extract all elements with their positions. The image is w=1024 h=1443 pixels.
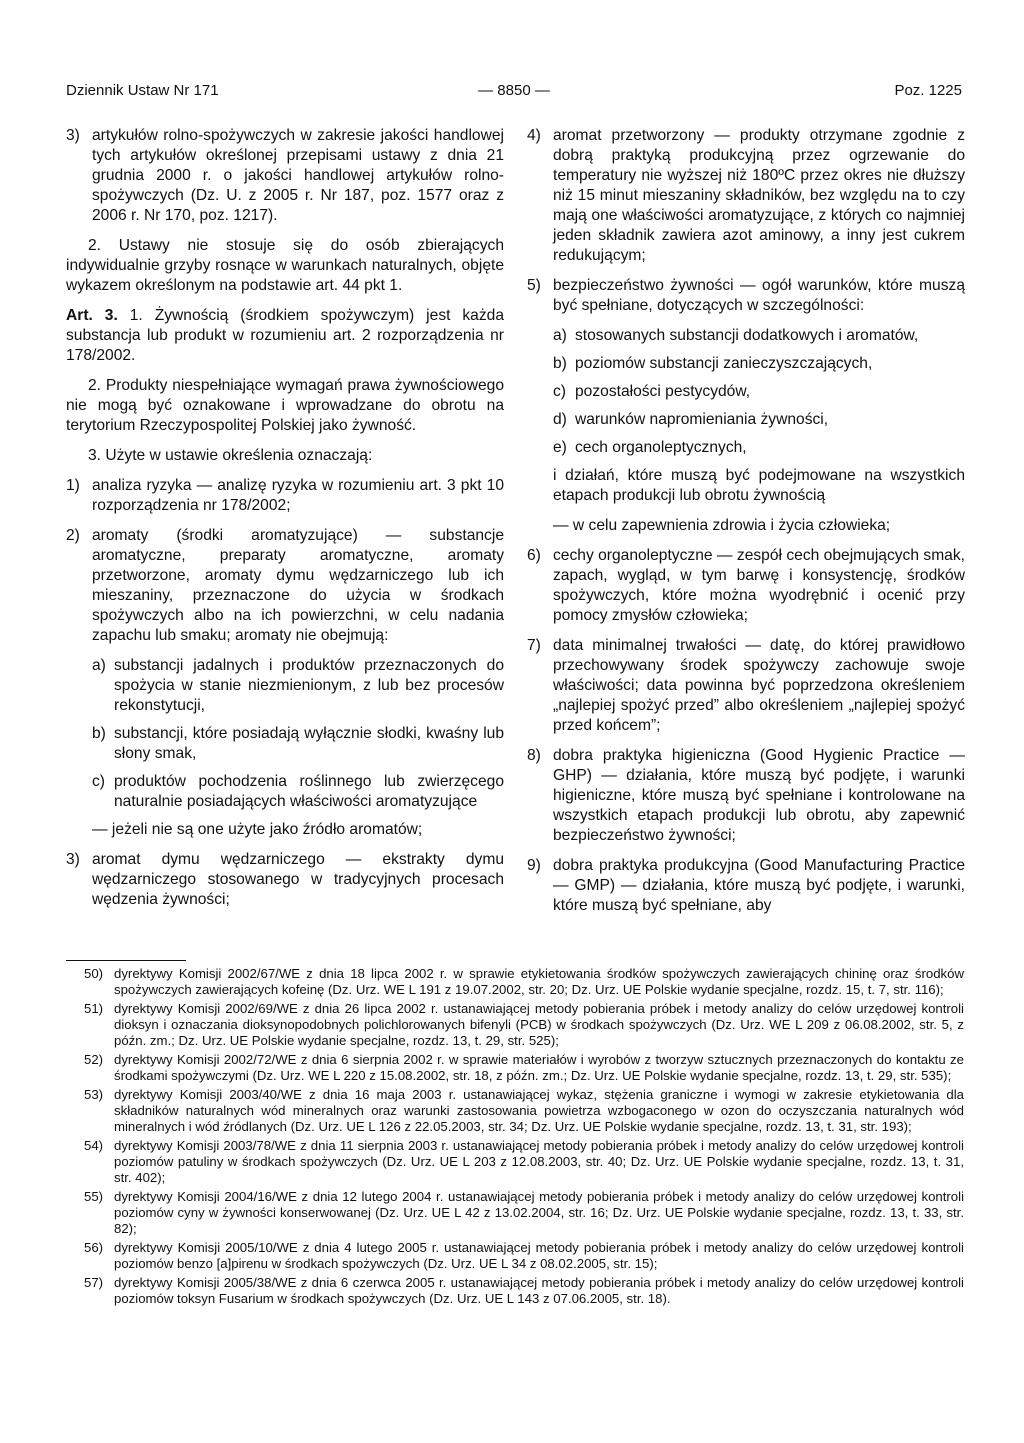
paragraph: 2. Ustawy nie stosuje się do osób zbierających indywidualnie grzyby rosnące w warunkach naturalnych, objęte wykazem określonym na podstawie art. 44 pkt 1. [66, 237, 504, 294]
list-item [527, 546, 965, 626]
sub-item-letter: d) [553, 411, 567, 428]
sub-item-text: produktów pochodzenia roślinnego lub zwierzęcego naturalnie posiadających właściwości aromatyzujące [114, 773, 504, 810]
sub-item [92, 724, 504, 764]
list-item [66, 526, 504, 646]
page-header [66, 82, 962, 106]
sub-item-letter: e) [553, 439, 567, 456]
sub-item-text: cech organoleptycznych, [575, 439, 747, 456]
sub-item-text: stosowanych substancji dodatkowych i aromatów, [575, 327, 919, 344]
item-text: cechy organoleptyczne — zespół cech obejmujących smak, zapach, wygląd, w tym barwę i konsystencję, środków spożywczych, które można wyodrębnić i ocenić przy pomocy zmysłów człowieka; [553, 547, 965, 624]
item-text: bezpieczeństwo żywności — ogół warunków, które muszą być spełniane, dotyczących w szczególności: [553, 277, 965, 314]
footnote [84, 1275, 964, 1307]
footnote-text: dyrektywy Komisji 2002/69/WE z dnia 26 lipca 2002 r. ustanawiającej metody pobierania próbek i metody analizy do celów urzędowej kontroli dioksyn i oznaczania dioksynopodobnych polichlorowanych bifenyli (PCB) w środkach spożywczych (Dz. Urz. WE L 209 z 06.08.2002, str. 5, z późn. zm.; Dz. Urz. UE Polskie wydanie specjalne, rozdz. 13, t. 29, str. 525); [114, 1001, 964, 1048]
sub-item [553, 410, 965, 430]
left-column [66, 126, 504, 920]
footnote [84, 1240, 964, 1272]
list-item [527, 126, 965, 266]
footnote-number: 53) [84, 1087, 104, 1102]
footnote [84, 1189, 964, 1237]
item-text: aromat dymu wędzarniczego — ekstrakty dymu wędzarniczego stosowanego w tradycyjnych procesach wędzenia żywności; [92, 851, 504, 908]
footnote-number: 52) [84, 1052, 104, 1067]
paragraph: 3. Użyte w ustawie określenia oznaczają: [88, 447, 373, 464]
footnote-text: dyrektywy Komisji 2002/67/WE z dnia 18 lipca 2002 r. w sprawie etykietowania środków spożywczych zawierających chininę oraz środków spożywczych zawierających kofeinę (Dz. Urz. WE L 191 z 19.07.2002, str. 20; Dz. Urz. UE Polskie wydanie specjalne, rozdz. 15, t. 7, str. 116); [114, 966, 964, 997]
item-text: dobra praktyka produkcyjna (Good Manufacturing Practice — GMP) — działania, które muszą być podjęte, i warunki, które muszą być spełniane, aby [553, 857, 965, 914]
sub-item [553, 354, 965, 374]
item-text: aromaty (środki aromatyzujące) — substancje aromatyczne, preparaty aromatyczne, aromaty przetworzone, aromaty dymu wędzarniczego lub ich mieszaniny, przeznaczone do użycia w środkach spożywczych albo na ich powierzchni, w celu nadania zapachu lub smaku; aromaty nie obejmują: [92, 527, 504, 644]
footnote [84, 966, 964, 998]
footnote-text: dyrektywy Komisji 2004/16/WE z dnia 12 lutego 2004 r. ustanawiającej metody pobierania próbek i metody analizy do celów urzędowej kontroli poziomów cyny w żywności konserwowanej (Dz. Urz. UE L 42 z 13.02.2004, str. 16; Dz. Urz. UE Polskie wydanie specjalne, rozdz. 13, t. 33, str. 82); [114, 1189, 964, 1236]
list-item [527, 636, 965, 736]
sub-item [553, 326, 965, 346]
dash-clause: — jeżeli nie są one użyte jako źródło aromatów; [92, 821, 423, 838]
list-item [66, 126, 504, 226]
item-text: aromat przetworzony — produkty otrzymane zgodnie z dobrą praktyką produkcyjną przez ogrzewanie do temperatury nie wyższej niż 180ºC przez okres nie dłuższy niż 15 minut mieszaniny składników, bez względu na to czy mają one właściwości aromatyzujące, z których co najmniej jeden składnik zawiera azot aminowy, a inny jest cukrem redukującym; [553, 127, 965, 264]
item-number: 4) [527, 127, 541, 144]
footnote-number: 50) [84, 966, 104, 981]
dash-clause: — w celu zapewnienia zdrowia i życia człowieka; [553, 517, 891, 534]
sub-item-text: poziomów substancji zanieczyszczających, [575, 355, 873, 372]
sub-item-text: warunków napromieniania żywności, [575, 411, 829, 428]
item-number: 7) [527, 637, 541, 654]
sub-item-text: substancji jadalnych i produktów przeznaczonych do spożycia w stanie niezmienionym, z lub bez procesów rekonstytucji, [114, 657, 504, 714]
journal-title: Dziennik Ustaw Nr 171 [66, 82, 219, 99]
continuation-clause: i działań, które muszą być podejmowane na wszystkich etapach produkcji lub obrotu żywnością [553, 467, 965, 504]
item-text: dobra praktyka higieniczna (Good Hygienic Practice — GHP) — działania, które muszą być podjęte, i warunki higieniczne, które muszą być spełniane i kontrolowane na wszystkich etapach produkcji lub obrotu, aby zapewnić bezpieczeństwo żywności; [553, 747, 965, 844]
footnote-text: dyrektywy Komisji 2005/38/WE z dnia 6 czerwca 2005 r. ustanawiającej metody pobierania próbek i metody analizy do celów urzędowej kontroli poziomów toksyn Fusarium w środkach spożywczych (Dz. Urz. UE L 143 z 07.06.2005, str. 18). [114, 1275, 964, 1306]
sub-item-letter: b) [92, 725, 106, 742]
footnote-number: 57) [84, 1275, 104, 1290]
item-text: artykułów rolno-spożywczych w zakresie jakości handlowej tych artykułów określonej przepisami ustawy z dnia 21 grudnia 2000 r. o jakości handlowej artykułów rolno-spożywczych (Dz. U. z 2005 r. Nr 187, poz. 1577 oraz z 2006 r. Nr 170, poz. 1217). [92, 127, 504, 224]
sub-item-letter: c) [92, 773, 105, 790]
footnotes [84, 966, 964, 1310]
sub-item [553, 438, 965, 458]
footnote-number: 51) [84, 1001, 104, 1016]
paragraph: 2. Produkty niespełniające wymagań prawa żywnościowego nie mogą być oznakowane i wprowadzane do obrotu na terytorium Rzeczypospolitej Polskiej jako żywność. [66, 377, 504, 434]
item-number: 3) [66, 851, 80, 868]
footnote-text: dyrektywy Komisji 2002/72/WE z dnia 6 sierpnia 2002 r. w sprawie materiałów i wyrobów z tworzyw sztucznych przeznaczonych do kontaktu ze środkami spożywczymi (Dz. Urz. WE L 220 z 15.08.2002, str. 18, z późn. zm.; Dz. Urz. UE Polskie wydanie specjalne, rozdz. 13, t. 29, str. 535); [114, 1052, 964, 1083]
footnote [84, 1001, 964, 1049]
position-number: Poz. 1225 [894, 82, 962, 99]
footnote-number: 56) [84, 1240, 104, 1255]
item-text: analiza ryzyka — analizę ryzyka w rozumieniu art. 3 pkt 10 rozporządzenia nr 178/2002; [92, 477, 504, 514]
item-number: 3) [66, 127, 80, 144]
sub-item [553, 382, 965, 402]
sub-item-letter: b) [553, 355, 567, 372]
sub-item-letter: a) [92, 657, 106, 674]
footnote [84, 1052, 964, 1084]
footnote-number: 55) [84, 1189, 104, 1204]
item-number: 5) [527, 277, 541, 294]
footnote-text: dyrektywy Komisji 2005/10/WE z dnia 4 lutego 2005 r. ustanawiającej metody pobierania próbek i metody analizy do celów urzędowej kontroli poziomów benzo [a]pirenu w środkach spożywczych (Dz. Urz. UE L 34 z 08.02.2005, str. 15); [114, 1240, 964, 1271]
article-text: 1. Żywnością (środkiem spożywczym) jest każda substancja lub produkt w rozumieniu art. 2 rozporządzenia nr 178/2002. [66, 307, 504, 364]
sub-item [92, 772, 504, 812]
sub-item-text: pozostałości pestycydów, [575, 383, 751, 400]
article-label: Art. 3. [66, 307, 118, 324]
footnote-number: 54) [84, 1138, 104, 1153]
footnote-text: dyrektywy Komisji 2003/40/WE z dnia 16 maja 2003 r. ustanawiającej wykaz, stężenia graniczne i wymogi w zakresie etykietowania dla składników naturalnych wód mineralnych oraz warunki zastosowania powietrza wzbogaconego w ozon do oczyszczania naturalnych wód mineralnych i wód źródlanych (Dz. Urz. UE L 126 z 22.05.2003, str. 34; Dz. Urz. UE Polskie wydanie specjalne, rozdz. 13, t. 31, str. 193); [114, 1087, 964, 1134]
footnote-divider [66, 960, 186, 961]
footnote [84, 1138, 964, 1186]
item-number: 2) [66, 527, 80, 544]
list-item [527, 276, 965, 316]
sub-item-letter: a) [553, 327, 567, 344]
article-paragraph [66, 306, 504, 366]
footnote-text: dyrektywy Komisji 2003/78/WE z dnia 11 sierpnia 2003 r. ustanawiającej metody pobierania próbek i metody analizy do celów urzędowej kontroli poziomów patuliny w środkach spożywczych (Dz. Urz. UE L 203 z 12.08.2003, str. 40; Dz. Urz. UE Polskie wydanie specjalne, rozdz. 13, t. 31, str. 402); [114, 1138, 964, 1185]
list-item [527, 746, 965, 846]
item-number: 9) [527, 857, 541, 874]
list-item [66, 476, 504, 516]
item-number: 6) [527, 547, 541, 564]
item-text: data minimalnej trwałości — datę, do której prawidłowo przechowywany środek spożywczy zachowuje swoje właściwości; data powinna być poprzedzona określeniem „najlepiej spożyć przed” albo określeniem „najlepiej spożyć przed końcem”; [553, 637, 965, 734]
page-number: — 8850 — [478, 82, 550, 99]
list-item [66, 850, 504, 910]
item-number: 8) [527, 747, 541, 764]
sub-item-text: substancji, które posiadają wyłącznie słodki, kwaśny lub słony smak, [114, 725, 504, 762]
footnote [84, 1087, 964, 1135]
right-column [527, 126, 965, 926]
list-item [527, 856, 965, 916]
sub-item-letter: c) [553, 383, 566, 400]
sub-item [92, 656, 504, 716]
item-number: 1) [66, 477, 80, 494]
